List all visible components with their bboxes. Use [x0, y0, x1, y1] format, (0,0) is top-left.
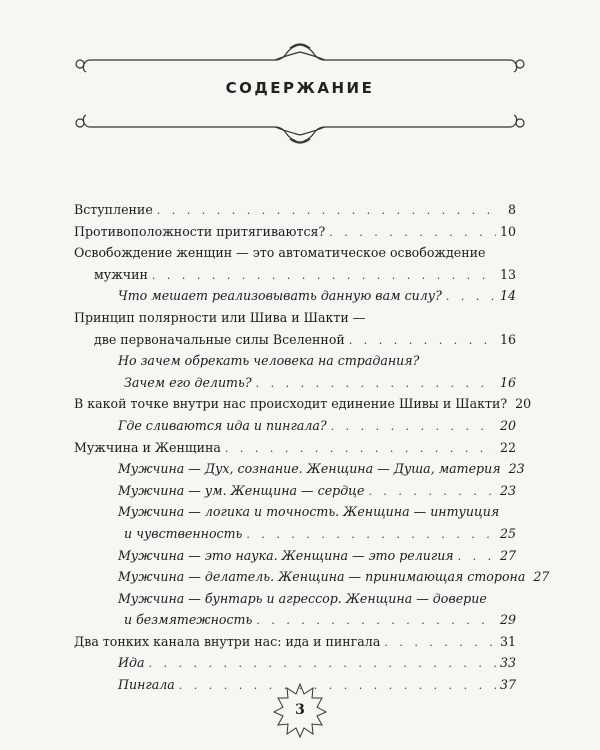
toc-entry[interactable]: [74, 221, 516, 243]
dot-leader: [179, 675, 496, 697]
toc-entry-continuation[interactable]: [74, 264, 516, 286]
toc-entry-page: 16: [499, 331, 516, 347]
toc-subentry[interactable]: [74, 415, 516, 437]
toc-entry-title: Вступление: [74, 202, 153, 217]
toc-entry-title: Освобождение женщин — это автоматическое освобождение: [74, 245, 486, 261]
toc-entry-title: Но зачем обрекать человека на страдания?: [118, 353, 420, 369]
toc-subentry[interactable]: [74, 458, 525, 480]
toc-entry-page: 20: [515, 396, 532, 412]
toc-subentry[interactable]: [74, 480, 516, 502]
dot-leader: [349, 330, 496, 352]
toc-entry-page: 23: [499, 482, 516, 498]
toc-entry-title: Мужчина — это наука. Женщина — это религия: [118, 547, 454, 563]
toc-entry-title: и чувственность: [124, 525, 243, 541]
page-number: 3: [295, 702, 305, 718]
toc-entry[interactable]: [74, 437, 516, 459]
toc-entry-page: 27: [533, 569, 550, 585]
dot-leader: [246, 524, 496, 546]
toc-subentry[interactable]: [74, 545, 516, 567]
toc-subentry[interactable]: [74, 588, 516, 610]
toc-entry-title: Мужчина — делатель. Женщина — принимающая сторона: [118, 569, 526, 585]
toc-entry-title: Где сливаются ида и пингала?: [118, 417, 327, 433]
dot-leader: [256, 373, 496, 395]
toc-entry[interactable]: [74, 307, 516, 329]
dot-leader: [152, 265, 496, 287]
toc-entry[interactable]: [74, 631, 516, 653]
toc-entry-page: 25: [499, 525, 516, 541]
toc-entry-title: мужчин: [94, 266, 148, 282]
toc-entry-title: Ида: [118, 655, 145, 671]
toc-entry-title: Что мешает реализовывать данную вам силу?: [118, 288, 442, 304]
toc-entry-title: Зачем его делить?: [124, 374, 252, 390]
toc-subentry[interactable]: [74, 566, 550, 588]
toc-entry-page: 8: [507, 202, 516, 217]
dot-leader: [256, 610, 496, 632]
dot-leader: [446, 286, 496, 308]
toc-subentry-continuation[interactable]: [74, 372, 516, 394]
toc-entry-page: 13: [499, 266, 516, 282]
toc-entry-title: Мужчина и Женщина: [74, 439, 221, 455]
toc-entry-continuation[interactable]: [74, 329, 516, 351]
toc-entry-page: 33: [499, 655, 516, 671]
dot-leader: [157, 200, 498, 222]
toc-subentry[interactable]: [74, 501, 516, 523]
dot-leader: [148, 653, 495, 675]
dot-leader: [384, 632, 496, 654]
toc-entry-page: 23: [508, 461, 525, 477]
page-number-badge: [270, 680, 330, 740]
dot-leader: [368, 481, 496, 503]
toc-entry[interactable]: [74, 393, 532, 415]
toc-subentry-continuation[interactable]: [74, 609, 516, 631]
dot-leader: [458, 546, 496, 568]
toc-subentry[interactable]: [74, 285, 516, 307]
toc-subentry[interactable]: [74, 652, 516, 674]
dot-leader: [331, 416, 496, 438]
toc-entry-page: 20: [499, 417, 516, 433]
toc-entry-page: 14: [499, 288, 516, 304]
toc-entry-title: Принцип полярности или Шива и Шакти —: [74, 309, 366, 325]
header-ornament: [0, 0, 600, 150]
toc-entry-page: 22: [499, 439, 516, 455]
toc-entry-title: Мужчина — логика и точность. Женщина — интуиция: [118, 504, 500, 520]
table-of-contents: [74, 199, 550, 696]
toc-entry-title: Противоположности притягиваются?: [74, 223, 326, 239]
toc-subentry-continuation[interactable]: [74, 523, 516, 545]
toc-entry-title: В какой точке внутри нас происходит единение Шивы и Шакти?: [74, 396, 508, 412]
toc-entry-title: и безмятежность: [124, 612, 253, 628]
dot-leader: [329, 222, 496, 244]
toc-entry-page: 29: [499, 612, 516, 628]
toc-entry[interactable]: [74, 242, 516, 264]
toc-entry-page: 27: [499, 547, 516, 563]
toc-entry-title: Мужчина — Дух, сознание. Женщина — Душа, материя: [118, 461, 501, 477]
page-title: СОДЕРЖАНИЕ: [225, 79, 375, 97]
toc-subentry[interactable]: [74, 350, 516, 372]
toc-entry-title: Мужчина — бунтарь и агрессор. Женщина — доверие: [118, 590, 487, 606]
toc-entry-title: Два тонких канала внутри нас: ида и пингала: [74, 633, 381, 649]
toc-entry-page: 10: [499, 223, 516, 239]
toc-entry-title: две первоначальные силы Вселенной: [94, 331, 345, 347]
toc-entry-page: 37: [499, 677, 516, 693]
toc-entry-title: Пингала: [118, 677, 175, 693]
toc-entry-title: Мужчина — ум. Женщина — сердце: [118, 482, 365, 498]
dot-leader: [225, 438, 496, 460]
toc-entry[interactable]: [74, 199, 516, 221]
toc-entry-page: 31: [499, 633, 516, 649]
toc-entry-page: 16: [499, 374, 516, 390]
